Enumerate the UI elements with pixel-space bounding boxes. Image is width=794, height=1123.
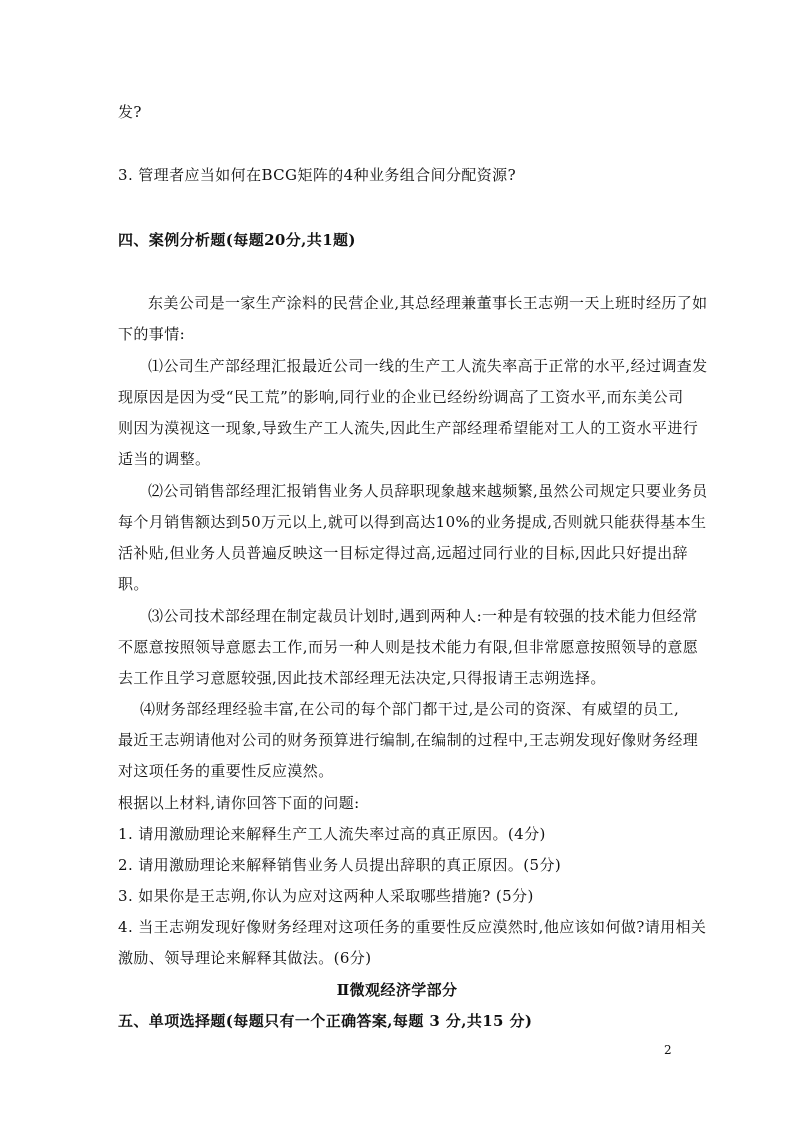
case-item-2-line: 活补贴,但业务人员普遍反映这一目标定得过高,远超过同行业的目标,因此只好提出辞 (118, 544, 688, 562)
case-item-2-line: ⑵公司销售部经理汇报销售业务人员辞职现象越来越频繁,虽然公司规定只要业务员 (148, 482, 708, 500)
case-item-2-line: 每个月销售额达到50万元以上,就可以得到高达10%的业务提成,否则就只能获得基本生 (118, 513, 707, 531)
case-question-4: 激励、领导理论来解释其做法。(6分) (118, 949, 372, 967)
case-item-3-line: 去工作且学习意愿较强,因此技术部经理无法决定,只得报请王志朔选择。 (118, 669, 606, 687)
case-item-1-line: 适当的调整。 (118, 450, 211, 468)
case-intro-line: 东美公司是一家生产涂料的民营企业,其总经理兼董事长王志朔一天上班时经历了如 (148, 294, 708, 312)
case-item-3-line: 不愿意按照领导意愿去工作,而另一种人则是技术能力有限,但非常愿意按照领导的意愿 (118, 638, 699, 656)
part-heading-microeconomics: Ⅱ微观经济学部分 (336, 981, 458, 999)
section-heading-single-choice: 五、单项选择题(每题只有一个正确答案,每题 3 分,共15 分) (118, 1012, 533, 1030)
case-item-3-line: ⑶公司技术部经理在制定裁员计划时,遇到两种人:一种是有较强的技术能力但经常 (148, 607, 698, 625)
page-number: 2 (664, 1043, 672, 1057)
question-continuation: 发? (118, 103, 142, 121)
case-item-4-line: 最近王志朔请他对公司的财务预算进行编制,在编制的过程中,王志朔发现好像财务经理 (118, 731, 699, 749)
case-item-2-line: 职。 (118, 575, 149, 593)
case-item-1-line: 则因为漠视这一现象,导致生产工人流失,因此生产部经理希望能对工人的工资水平进行 (118, 419, 699, 437)
case-question-3: 3. 如果你是王志朔,你认为应对这两种人采取哪些措施? (5分) (118, 887, 534, 905)
case-question-2: 2. 请用激励理论来解释销售业务人员提出辞职的真正原因。(5分) (118, 856, 562, 874)
case-intro-line: 下的事情: (118, 325, 186, 343)
case-item-4-line: 对这项任务的重要性反应漠然。 (118, 762, 334, 780)
section-heading-case-analysis: 四、案例分析题(每题20分,共1题) (118, 231, 356, 249)
case-item-1-line: ⑴公司生产部经理汇报最近公司一线的生产工人流失率高于正常的水平,经过调查发 (148, 357, 708, 375)
case-question-1: 1. 请用激励理论来解释生产工人流失率过高的真正原因。(4分) (118, 825, 546, 843)
questions-intro: 根据以上材料,请你回答下面的问题: (118, 794, 360, 812)
case-item-4-line: ⑷财务部经理经验丰富,在公司的每个部门都干过,是公司的资深、有威望的员工, (140, 700, 680, 718)
question-3: 3. 管理者应当如何在BCG矩阵的4种业务组合间分配资源? (118, 166, 517, 184)
case-question-4: 4. 当王志朔发现好像财务经理对这项任务的重要性反应漠然时,他应该如何做?请用相关 (118, 918, 707, 936)
case-item-1-line: 现原因是因为受“民工荒”的影响,同行业的企业已经纷纷调高了工资水平,而东美公司 (118, 388, 684, 406)
